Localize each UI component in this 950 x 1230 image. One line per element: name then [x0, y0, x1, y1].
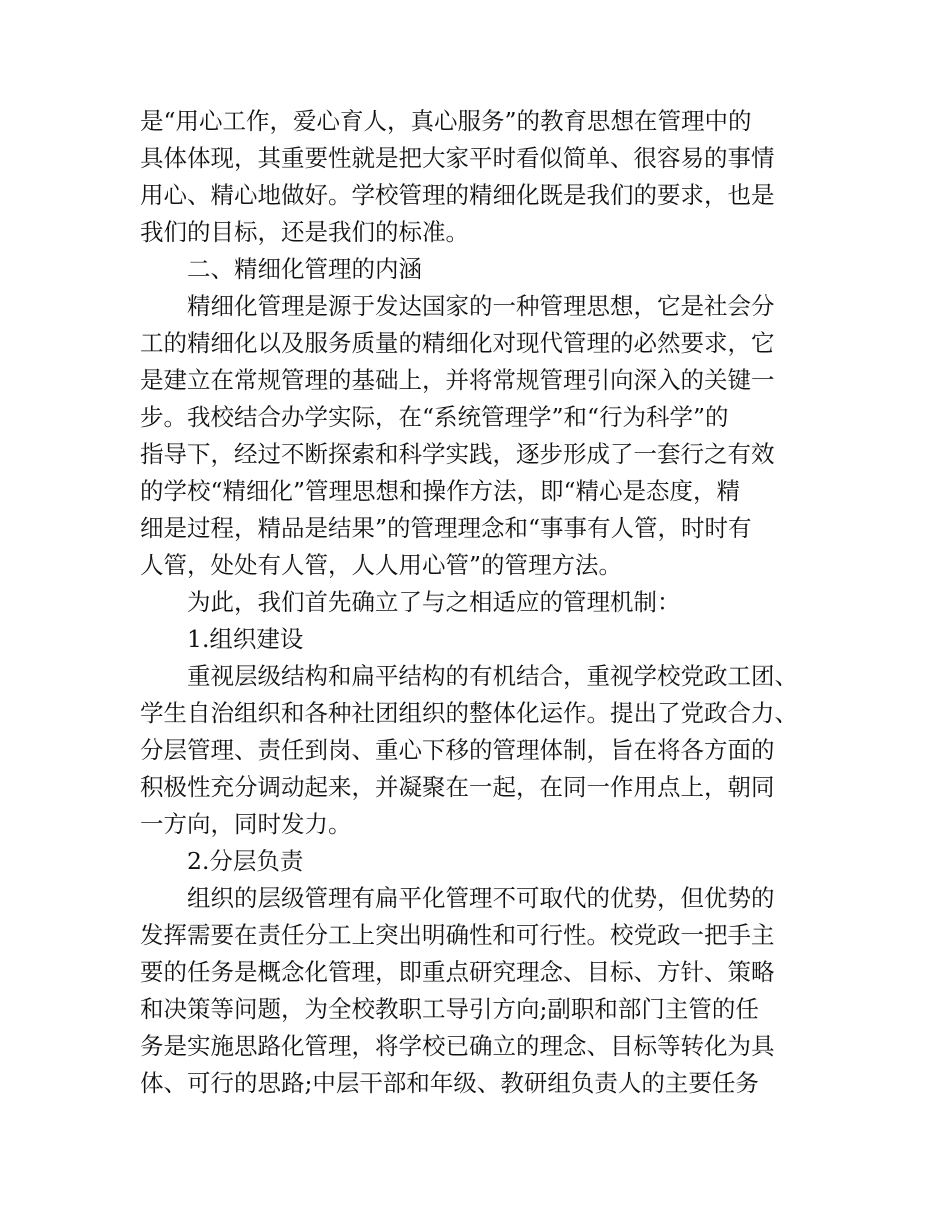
paragraph-line: 组织的层级管理有扁平化管理不可取代的优势，但优势的	[187, 884, 775, 912]
paragraph-line: 工的精细化以及服务质量的精细化对现代管理的必然要求，它	[140, 329, 775, 357]
paragraph-line: 的学校“精细化”管理思想和操作方法，即“精心是态度，精	[140, 477, 741, 505]
paragraph-line: 学生自治组织和各种社团组织的整体化运作。提出了党政合力、	[140, 699, 798, 727]
paragraph-line: 重视层级结构和扁平结构的有机结合，重视学校党政工团、	[187, 662, 798, 690]
section-heading: 二、精细化管理的内涵	[187, 255, 422, 283]
paragraph-line: 体、可行的思路;中层干部和年级、教研组负责人的主要任务	[140, 1069, 759, 1097]
paragraph-line: 要的任务是概念化管理，即重点研究理念、目标、方针、策略	[140, 958, 775, 986]
paragraph-line: 细是过程，精品是结果”的管理理念和“事事有人管，时时有	[140, 514, 752, 542]
paragraph-line: 和决策等问题，为全校教职工导引方向;副职和部门主管的任	[140, 995, 759, 1023]
paragraph-line: 指导下，经过不断探索和科学实践，逐步形成了一套行之有效	[140, 440, 775, 468]
paragraph-line: 务是实施思路化管理，将学校已确立的理念、目标等转化为具	[140, 1032, 775, 1060]
subsection-heading: 1.组织建设	[187, 625, 304, 653]
paragraph-line: 为此，我们首先确立了与之相适应的管理机制：	[187, 588, 681, 616]
paragraph-line: 是“用心工作，爱心育人，真心服务”的教育思想在管理中的	[140, 107, 752, 135]
paragraph-line: 是建立在常规管理的基础上，并将常规管理引向深入的关键一	[140, 366, 775, 394]
subsection-heading: 2.分层负责	[187, 847, 304, 875]
paragraph-line: 人管，处处有人管，人人用心管”的管理方法。	[140, 551, 623, 579]
paragraph-line: 用心、精心地做好。学校管理的精细化既是我们的要求，也是	[140, 181, 775, 209]
paragraph-line: 精细化管理是源于发达国家的一种管理思想，它是社会分	[187, 292, 775, 320]
paragraph-line: 积极性充分调动起来，并凝聚在一起，在同一作用点上，朝同	[140, 773, 775, 801]
paragraph-line: 一方向，同时发力。	[140, 810, 352, 838]
paragraph-line: 具体体现，其重要性就是把大家平时看似简单、很容易的事情	[140, 144, 775, 172]
paragraph-line: 发挥需要在责任分工上突出明确性和可行性。校党政一把手主	[140, 921, 775, 949]
paragraph-line: 我们的目标，还是我们的标准。	[140, 218, 469, 246]
paragraph-line: 分层管理、责任到岗、重心下移的管理体制，旨在将各方面的	[140, 736, 775, 764]
paragraph-line: 步。我校结合办学实际，在“系统管理学”和“行为科学”的	[140, 403, 729, 431]
